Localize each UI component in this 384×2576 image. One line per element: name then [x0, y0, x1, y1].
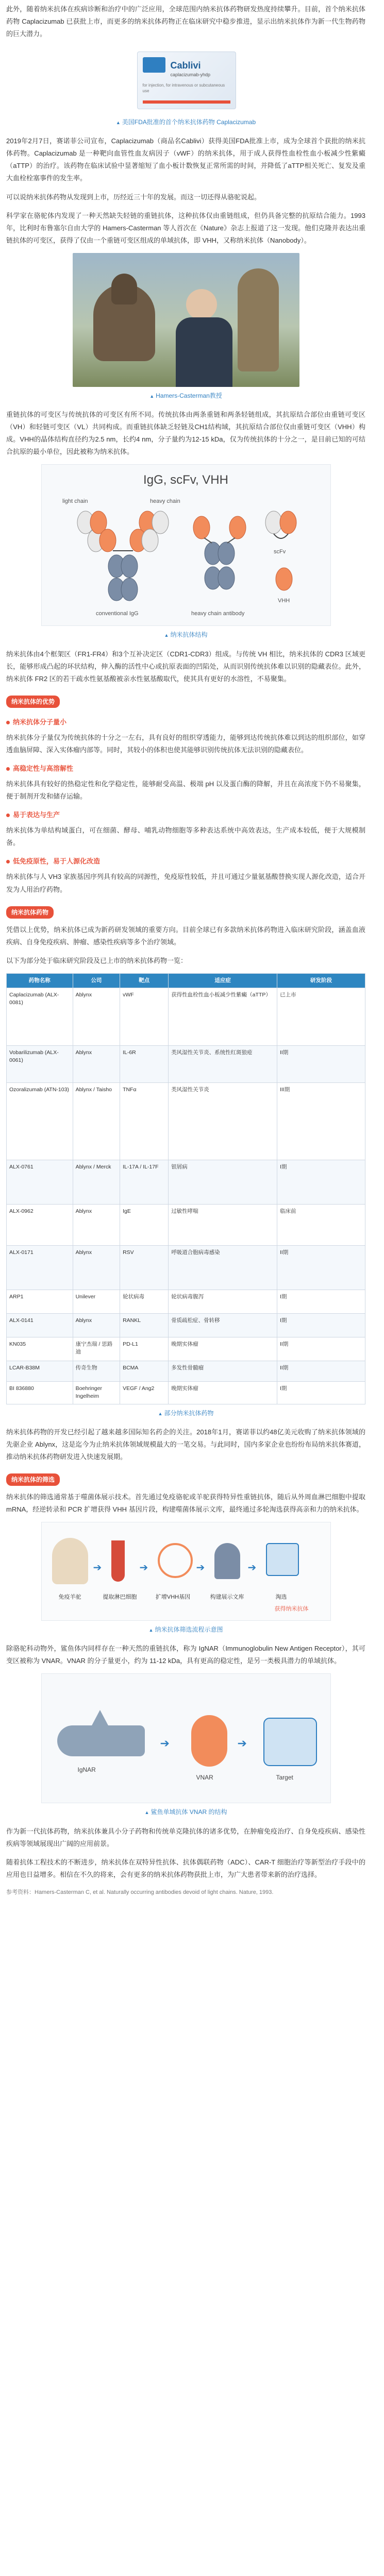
- section-tag-drugs: 纳米抗体药物: [6, 906, 54, 919]
- bullet-dot-icon: [6, 721, 10, 724]
- label-heavy-chain: heavy chain: [149, 498, 180, 505]
- hcab-diagram: [191, 516, 246, 617]
- caption-triangle-icon: ▲: [148, 1628, 154, 1633]
- label-scfv: scFv: [273, 549, 286, 555]
- arrow-right-icon: ➔: [196, 1562, 205, 1574]
- advantage-title-3: 易于表达与生产: [6, 809, 365, 821]
- arrow-right-icon: ➔: [139, 1562, 148, 1574]
- figure-shark-vnar: [41, 1673, 331, 1803]
- drug-table: [6, 973, 365, 1404]
- advantage-title-4: 低免疫原性，易于人源化改造: [6, 855, 365, 868]
- arrow-right-icon: ➔: [160, 1737, 170, 1750]
- arrow-right-icon: ➔: [237, 1737, 247, 1750]
- table-row: BI 836880 Boehringer Ingelheim VEGF / Ang2 晚期实体瘤 I期: [7, 1382, 365, 1404]
- section-tag-library: 纳米抗体的筛选: [6, 1473, 60, 1486]
- shark-icon: [57, 1725, 145, 1756]
- table-header: 靶点: [120, 973, 169, 988]
- shark-paragraph: 除骆驼科动物外，鲨鱼体内同样存在一种天然的重链抗体，称为 IgNAR（Immunoglobulin New Antigen Receptor），其可变区被称为 VNAR。VNAR 的分子量更小，约为 11-12 kDa，具有更高的稳定性，是另一类极具潜力的单域抗体。: [6, 1645, 365, 1665]
- table-header: 公司: [73, 973, 120, 988]
- caption-triangle-icon: ▲: [158, 1411, 163, 1416]
- figure3-caption: ▲ 纳米抗体结构: [164, 631, 208, 639]
- table-row: Caplacizumab (ALX-0081) Ablynx vWF 获得性血栓性血小板减少性紫癜（aTTP） 已上市: [7, 988, 365, 1046]
- section-intro-paragraph: 可以说纳米抗体药物从发现到上市，历经近三十年的发展。而这一切还得从骆驼说起。: [6, 193, 261, 201]
- table-header: 药物名称: [7, 973, 73, 988]
- outlook-paragraph-2: 随着抗体工程技术的不断进步，纳米抗体在双特异性抗体、抗体偶联药物（ADC）、CAR-T 细胞治疗等新型治疗手段中的应用也日益增多。相信在不久的将来，会有更多的纳米抗体药物获批上市，为广大患者带来新的治疗选择。: [6, 1858, 365, 1878]
- drug-paragraph-1: 凭借以上优势，纳米抗体已成为新药研发领域的重要方向。目前全球已有多款纳米抗体药物进入临床研究阶段，涵盖血液疾病、自身免疫疾病、肿瘤、感染性疾病等多个治疗领域。: [6, 925, 365, 946]
- bullet-dot-icon: [6, 860, 10, 863]
- vnar-label: VNAR: [196, 1774, 213, 1782]
- drug-box-generic: caplacizumab-yhdp: [170, 72, 211, 78]
- target-shape: [263, 1718, 317, 1766]
- figure4-caption: ▲ 纳米抗体筛选流程示意图: [148, 1626, 223, 1634]
- intro-paragraph-2: 2019年2月7日，赛诺菲公司宣布，Caplacizumab（商品名Cablivi）获得美国FDA批准上市，成为全球首个获批的纳米抗体药物。Caplacizumab 是一种靶向血管性血友病因子（vWF）的纳米抗体，用于成人获得性血栓性血小板减少性紫癜（aTTP）的治疗。该药物在临床试验中显著缩短了血小板计数恢复正常所需的时间，并降低了aTTP相关死亡、复发及重大血栓栓塞事件的发生率。: [6, 137, 365, 182]
- section-tag-advantages: 纳米抗体的优势: [6, 696, 60, 708]
- advantage-title-2: 高稳定性与高溶解性: [6, 762, 365, 775]
- caption-triangle-icon: ▲: [164, 633, 169, 638]
- flow-step: 扩增VHH基因: [155, 1594, 191, 1601]
- table-header-row: [7, 973, 365, 988]
- tube-icon: [111, 1540, 125, 1582]
- caption-triangle-icon: ▲: [144, 1810, 149, 1816]
- label-light-chain: light chain: [62, 498, 88, 505]
- figure-professor-photo: [73, 253, 299, 387]
- dna-icon: [158, 1543, 193, 1578]
- target-label: Target: [276, 1774, 293, 1782]
- bullet-dot-icon: [6, 814, 10, 817]
- figure5-caption: ▲ 鲨鱼单域抗体 VNAR 的结构: [144, 1808, 227, 1816]
- table-row: ARP1 Unilever 轮状病毒 轮状病毒腹泻 I期: [7, 1290, 365, 1314]
- figure-screening-flow: [41, 1522, 331, 1621]
- vhh-diagram: [276, 568, 292, 604]
- caption-triangle-icon: ▲: [115, 120, 121, 126]
- drug-box-note: for injection, for intravenous or subcutaneous use: [142, 83, 225, 93]
- drug-paragraph-2: 以下为部分处于临床研究阶段及已上市的纳米抗体药物一览：: [6, 956, 188, 964]
- drug-box-image: [137, 52, 236, 109]
- figure2-caption: ▲ Hamers-Casterman教授: [149, 392, 222, 399]
- scfv-diagram: [265, 511, 296, 555]
- label-vhh: VHH: [277, 598, 290, 604]
- cdr-paragraph: 纳米抗体由4个框架区（FR1-FR4）和3个互补决定区（CDR1-CDR3）组成。与传统 VH 相比，纳米抗体的 CDR3 区域更长，能够形成凸起的环状结构，伸入酶的活性中心或抗原表面的凹陷处，从而识别传统抗体难以识别的隐藏表位。此外，纳米抗体 FR2 区的若干疏水性氨基酸被亲水性氨基酸取代，使其具有更好的水溶性，不易聚集。: [6, 650, 365, 683]
- advantage-text-2: 纳米抗体具有较好的热稳定性和化学稳定性，能够耐受高温、极端 pH 以及蛋白酶的降解，并且在高浓度下仍不易聚集，便于制剂开发和储存运输。: [6, 780, 365, 801]
- table-row: Ozoralizumab (ATN-103) Ablynx / Taisho TNFα 类风湿性关节炎 III期: [7, 1083, 365, 1160]
- intro-paragraph-1: 此外，随着纳米抗体在疾病诊断和治疗中的广泛应用，全球范围内纳米抗体药物研发热度持续攀升。目前，首个纳米抗体药物 Caplacizumab 已获批上市，而更多的纳米抗体药物正在临床研究中稳步推进，显示出纳米抗体作为新一代生物药物的巨大潜力。: [6, 5, 365, 38]
- figure-drug-box: [127, 46, 245, 113]
- flow-step: 获得纳米抗体: [274, 1606, 309, 1613]
- flow-step: 免疫羊驼: [58, 1594, 81, 1601]
- structure-paragraph: 重链抗体的可变区与传统抗体的可变区有所不同。传统抗体由两条重链和两条轻链组成，其抗原结合部位由重链可变区（VH）和轻链可变区（VL）共同构成。而重链抗体缺乏轻链及CH1结构域，其抗原结合部位仅由重链可变区（VHH）构成。VHH的晶体结构直径约为2.5 nm，长约4 nm，分子量约为12-15 kDa，仅为传统抗体的十分之一，是目前已知的可结合抗原的最小单位，因此被称为纳米抗体。: [6, 410, 365, 456]
- shark-label: IgNAR: [77, 1766, 96, 1774]
- alpaca-icon: [52, 1538, 88, 1584]
- vnar-domain: [191, 1715, 227, 1767]
- table-row: ALX-0761 Ablynx / Merck IL-17A / IL-17F 银屑病 I期: [7, 1160, 365, 1205]
- arrow-right-icon: ➔: [247, 1562, 257, 1574]
- flow-step: 淘选: [275, 1594, 287, 1601]
- bullet-dot-icon: [6, 767, 10, 771]
- advantage-title-1: 纳米抗体分子量小: [6, 716, 365, 728]
- table-row: LCAR-B38M 传奇生物 BCMA 多发性骨髓瘤 II期: [7, 1361, 365, 1382]
- antibody-diagram: [47, 492, 325, 620]
- market-paragraph: 纳米抗体药物的开发已经引起了越来越多国际知名药企的关注。2018年1月，赛诺菲以约48亿美元收购了纳米抗体领域的先驱企业 Ablynx，这是迄今为止纳米抗体领域规模最大的一笔交易。与此同时，国内多家企业也纷纷布局纳米抗体赛道，推动纳米抗体药物研发进入快速发展期。: [6, 1428, 365, 1461]
- igg-diagram: [62, 498, 180, 617]
- table-header: 研发阶段: [277, 973, 365, 988]
- table-caption: ▲ 部分纳米抗体药物: [158, 1409, 214, 1417]
- phage-icon: [214, 1543, 240, 1579]
- outlook-paragraph-1: 作为新一代抗体药物，纳米抗体兼具小分子药物和传统单克隆抗体的诸多优势，在肿瘤免疫治疗、自身免疫疾病、感染性疾病等领域展现出广阔的应用前景。: [6, 1827, 365, 1848]
- table-row: ALX-0962 Ablynx IgE 过敏性哮喘 临床前: [7, 1205, 365, 1246]
- advantage-text-1: 纳米抗体分子量仅为传统抗体的十分之一左右，具有良好的组织穿透能力，能够到达传统抗体难以到达的组织部位，如穿透血脑屏障、深入实体瘤内部等。同时，其较小的体积也使其能够识别传统抗体无法识别的隐藏表位。: [6, 734, 365, 754]
- references-paragraph: 参考资料：Hamers-Casterman C, et al. Naturally occurring antibodies devoid of light chains. Nature, 1993.: [6, 1889, 274, 1895]
- table-row: Vobarilizumab (ALX-0061) Ablynx IL-6R 类风湿性关节炎、系统性红斑狼疮 II期: [7, 1046, 365, 1083]
- plate-icon: [266, 1543, 299, 1576]
- table-header: 适应症: [169, 973, 277, 988]
- advantage-text-4: 纳米抗体与人 VH3 家族基因序列具有较高的同源性，免疫原性较低，并且可通过少量氨基酸替换实现人源化改造，适合开发为人用治疗药物。: [6, 873, 365, 893]
- flow-step: 构建展示文库: [210, 1594, 244, 1601]
- flow-step: 提取淋巴细胞: [103, 1594, 137, 1601]
- arrow-right-icon: ➔: [93, 1562, 102, 1574]
- library-paragraph: 纳米抗体的筛选通常基于噬菌体展示技术。首先通过免疫骆驼或羊驼获得特异性重链抗体，随后从外周血淋巴细胞中提取 mRNA，经逆转录和 PCR 扩增获得 VHH 基因片段，构建噬菌体展示文库，最终通过多轮淘选获得高亲和力的纳米抗体。: [6, 1493, 365, 1514]
- camel-paragraph: 科学家在骆驼体内发现了一种天然缺失轻链的重链抗体，这种抗体仅由重链组成，但仍具备完整的抗原结合能力。1993年，比利时布鲁塞尔自由大学的 Hamers-Casterman 等人首次在《Nature》杂志上报道了这一发现。他们克隆并表达出重链抗体的可变区，获得了仅由一个重链可变区组成的单域抗体，即 VHH，又称纳米抗体（Nanobody）。: [6, 211, 365, 244]
- figure-antibody-structure: [41, 464, 331, 626]
- table-row: ALX-0171 Ablynx RSV 呼吸道合胞病毒感染 II期: [7, 1246, 365, 1290]
- caption-triangle-icon: ▲: [149, 393, 155, 399]
- table-row: KN035 康宁杰瑞 / 思路迪 PD-L1 晚期实体瘤 II期: [7, 1337, 365, 1361]
- label-hcab: heavy chain antibody: [191, 611, 244, 617]
- label-igg: conventional IgG: [95, 611, 139, 617]
- advantage-text-3: 纳米抗体为单结构域蛋白，可在细菌、酵母、哺乳动物细胞等多种表达系统中高效表达，生产成本较低，便于大规模制备。: [6, 826, 365, 847]
- table-row: ALX-0141 Ablynx RANKL 骨质疏松症、骨转移 I期: [7, 1314, 365, 1337]
- structure-title: IgG, scFv, VHH: [143, 473, 228, 487]
- drug-box-brand: Cablivi: [170, 60, 201, 71]
- figure1-caption: ▲ 美国FDA批准的首个纳米抗体药物 Caplacizumab: [115, 118, 256, 126]
